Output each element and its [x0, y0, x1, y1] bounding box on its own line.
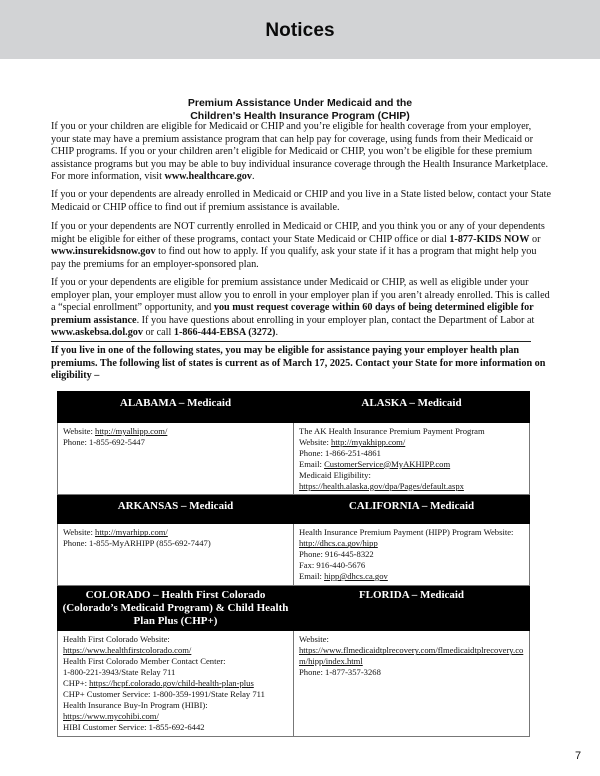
contact-label: Website:: [299, 436, 332, 447]
contact-link[interactable]: hipp@dhcs.ca.gov: [324, 571, 388, 582]
special-enrollment-deadline: you must request coverage within 60 days of being determined eligible for premium assistance: [51, 302, 534, 326]
state-cell-california: [294, 524, 530, 586]
healthcare-gov-link[interactable]: www.healthcare.gov: [164, 171, 252, 183]
contact-line: [63, 426, 288, 437]
not-enrolled-text-3: to find out how to apply. If you qualify, ask your state if it has a program that might help you pay the premiums for an employer-sponsored plan.: [51, 246, 537, 270]
contact-label: Website:: [63, 426, 96, 436]
contact-text: Phone: 1-877-357-3268: [299, 667, 381, 678]
contact-line: [63, 667, 288, 678]
colorado-title-line-3: Plan Plus (CHP+): [133, 615, 218, 628]
contact-link[interactable]: https://hcpf.colorado.gov/child-health-plan-plus: [89, 678, 254, 689]
special-enrollment-text: If you or your dependents are eligible for premium assistance under Medicaid or CHIP, as well as eligible under your employer plan, your employer must allow you to enroll in your employer plan if you aren’t already enrolled. This is called a “special enrollment” opportunity, and: [51, 277, 550, 314]
contact-text: Health Insurance Premium Payment (HIPP) Program Website:: [299, 527, 514, 538]
contact-line: [299, 459, 524, 470]
contact-line: [63, 527, 288, 538]
state-assistance-table: [57, 391, 530, 737]
contact-text: Website:: [299, 634, 329, 645]
contact-line: [63, 437, 288, 448]
contact-text: Health First Colorado Website:: [63, 634, 170, 645]
table-header-row: [58, 392, 530, 423]
contact-line: [299, 437, 524, 448]
section-title: [0, 97, 600, 123]
contact-text: Phone: 1-866-251-4861: [299, 447, 381, 458]
special-enrollment-text-2: . If you have questions about enrolling in your employer plan, contact the Department of Labor at: [136, 314, 535, 326]
kids-now-phone: 1-877-KIDS NOW: [449, 233, 530, 245]
state-cell-arkansas: [58, 524, 294, 586]
contact-link[interactable]: http://dhcs.ca.gov/hipp: [299, 538, 378, 549]
not-enrolled-text-2: or: [529, 233, 541, 245]
contact-text: Health Insurance Buy-In Program (HIBI):: [63, 699, 208, 710]
table-row: [58, 423, 530, 495]
intro-paragraph: [51, 121, 551, 184]
contact-link[interactable]: http://myakhipp.com/: [331, 436, 406, 447]
contact-label: Website:: [63, 527, 96, 538]
ebsa-phone: 1-866-444-EBSA (3272): [173, 327, 276, 339]
intro-text-end: .: [252, 171, 255, 183]
contact-label: Email:: [299, 571, 325, 582]
contact-line: [299, 527, 524, 538]
contact-link[interactable]: http://myalhipp.com/: [95, 426, 168, 436]
state-cell-florida: [294, 631, 530, 736]
contact-line: [299, 634, 524, 645]
contact-line: [299, 645, 524, 667]
contact-line: [299, 426, 524, 437]
insurekidsnow-link[interactable]: www.insurekidsnow.gov: [51, 246, 156, 258]
contact-link[interactable]: http://myarhipp.com/: [95, 527, 168, 538]
special-enrollment-text-4: .: [275, 327, 278, 339]
state-cell-alaska: [294, 423, 530, 495]
state-header-alaska: ALASKA – Medicaid: [294, 392, 530, 423]
contact-link[interactable]: https://www.healthfirstcolorado.com/: [63, 645, 192, 656]
table-row: [58, 631, 530, 736]
state-header-florida: FLORIDA – Medicaid: [294, 586, 530, 631]
states-intro-paragraph: If you live in one of the following states, you may be eligible for assistance paying your employer health plan premiums. The following list of states is current as of March 17, 2025. Contact your State for more information on eligibility –: [51, 345, 546, 382]
contact-link[interactable]: https://health.alaska.gov/dpa/Pages/default.aspx: [299, 480, 464, 491]
divider: [51, 341, 531, 342]
contact-text: The AK Health Insurance Premium Payment Program: [299, 426, 485, 436]
page-number: 7: [575, 750, 582, 762]
contact-label: Email:: [299, 458, 325, 469]
header-banner: [0, 0, 600, 59]
contact-line: [63, 634, 288, 645]
state-header-alabama: ALABAMA – Medicaid: [58, 392, 294, 423]
contact-line: [299, 560, 524, 571]
contact-link[interactable]: https://www.mycohibi.com/: [63, 710, 159, 721]
contact-text: Phone: 1-855-692-5447: [63, 436, 145, 447]
contact-line: [299, 538, 524, 549]
contact-text: Medicaid Eligibility:: [299, 469, 371, 480]
contact-line: [63, 538, 288, 549]
contact-line: [63, 711, 288, 722]
section-title-line-1: Premium Assistance Under Medicaid and the: [187, 97, 413, 109]
contact-text: HIBI Customer Service: 1-855-692-6442: [63, 721, 205, 732]
section-title-line-2: Children's Health Insurance Program (CHIP): [190, 110, 410, 122]
contact-line: [63, 689, 288, 700]
table-header-row: [58, 495, 530, 524]
contact-label: CHP+:: [63, 678, 90, 689]
contact-line: [299, 549, 524, 560]
state-cell-colorado: [58, 631, 294, 736]
contact-text: Phone: 916-445-8322: [299, 549, 374, 560]
contact-line: [299, 667, 524, 678]
contact-text: Phone: 1-855-MyARHIPP (855-692-7447): [63, 538, 211, 549]
intro-text: If you or your children are eligible for Medicaid or CHIP and you’re eligible for health coverage from your employer, your state may have a premium assistance program that can help pay for coverage, using funds from their Medicaid or CHIP programs. If you or your children aren’t eligible for Medicaid or CHIP, you won’t be eligible for these premium assistance programs but you may be able to buy individual insurance coverage through the Health Insurance Marketplace. For more information, visit: [51, 121, 549, 183]
state-header-arkansas: ARKANSAS – Medicaid: [58, 495, 294, 524]
state-header-colorado: [58, 586, 294, 631]
table-row: [58, 524, 530, 586]
colorado-title-line-2: (Colorado’s Medicaid Program) & Child Health: [62, 602, 289, 615]
contact-text: Health First Colorado Member Contact Center:: [63, 656, 226, 667]
contact-line: [299, 448, 524, 459]
not-enrolled-text: If you or your dependents are NOT currently enrolled in Medicaid or CHIP, and you think you or any of your dependents might be eligible for either of these programs, contact your State Medicaid or CHIP office or dial: [51, 221, 545, 245]
contact-line: [299, 481, 524, 492]
state-cell-alabama: [58, 423, 294, 495]
table-header-row: [58, 586, 530, 631]
special-enrollment-paragraph: [51, 277, 551, 340]
colorado-title-line-1: COLORADO – Health First Colorado: [85, 589, 266, 602]
enrolled-paragraph: If you or your dependents are already enrolled in Medicaid or CHIP and you live in a State listed below, contact your State Medicaid or CHIP office to find out if premium assistance is available.: [51, 189, 551, 213]
askebsa-link[interactable]: www.askebsa.dol.gov: [51, 327, 143, 339]
contact-text: 1-800-221-3943/State Relay 711: [63, 667, 176, 678]
page-title: Notices: [265, 20, 335, 41]
contact-line: [299, 571, 524, 582]
contact-line: [63, 678, 288, 689]
state-header-california: CALIFORNIA – Medicaid: [294, 495, 530, 524]
contact-link[interactable]: https://www.flmedicaidtplrecovery.com/flmedicaidtplrecovery.com/hipp/index.html: [299, 645, 524, 667]
contact-line: [299, 470, 524, 481]
contact-line: [63, 645, 288, 656]
contact-text: Fax: 916-440-5676: [299, 560, 366, 571]
contact-line: [63, 656, 288, 667]
contact-text: CHP+ Customer Service: 1-800-359-1991/State Relay 711: [63, 688, 265, 699]
contact-link[interactable]: CustomerService@MyAKHIPP.com: [324, 458, 451, 469]
not-enrolled-paragraph: [51, 221, 551, 271]
special-enrollment-text-3: or call: [143, 327, 174, 339]
contact-line: [63, 700, 288, 711]
contact-line: [63, 722, 288, 733]
